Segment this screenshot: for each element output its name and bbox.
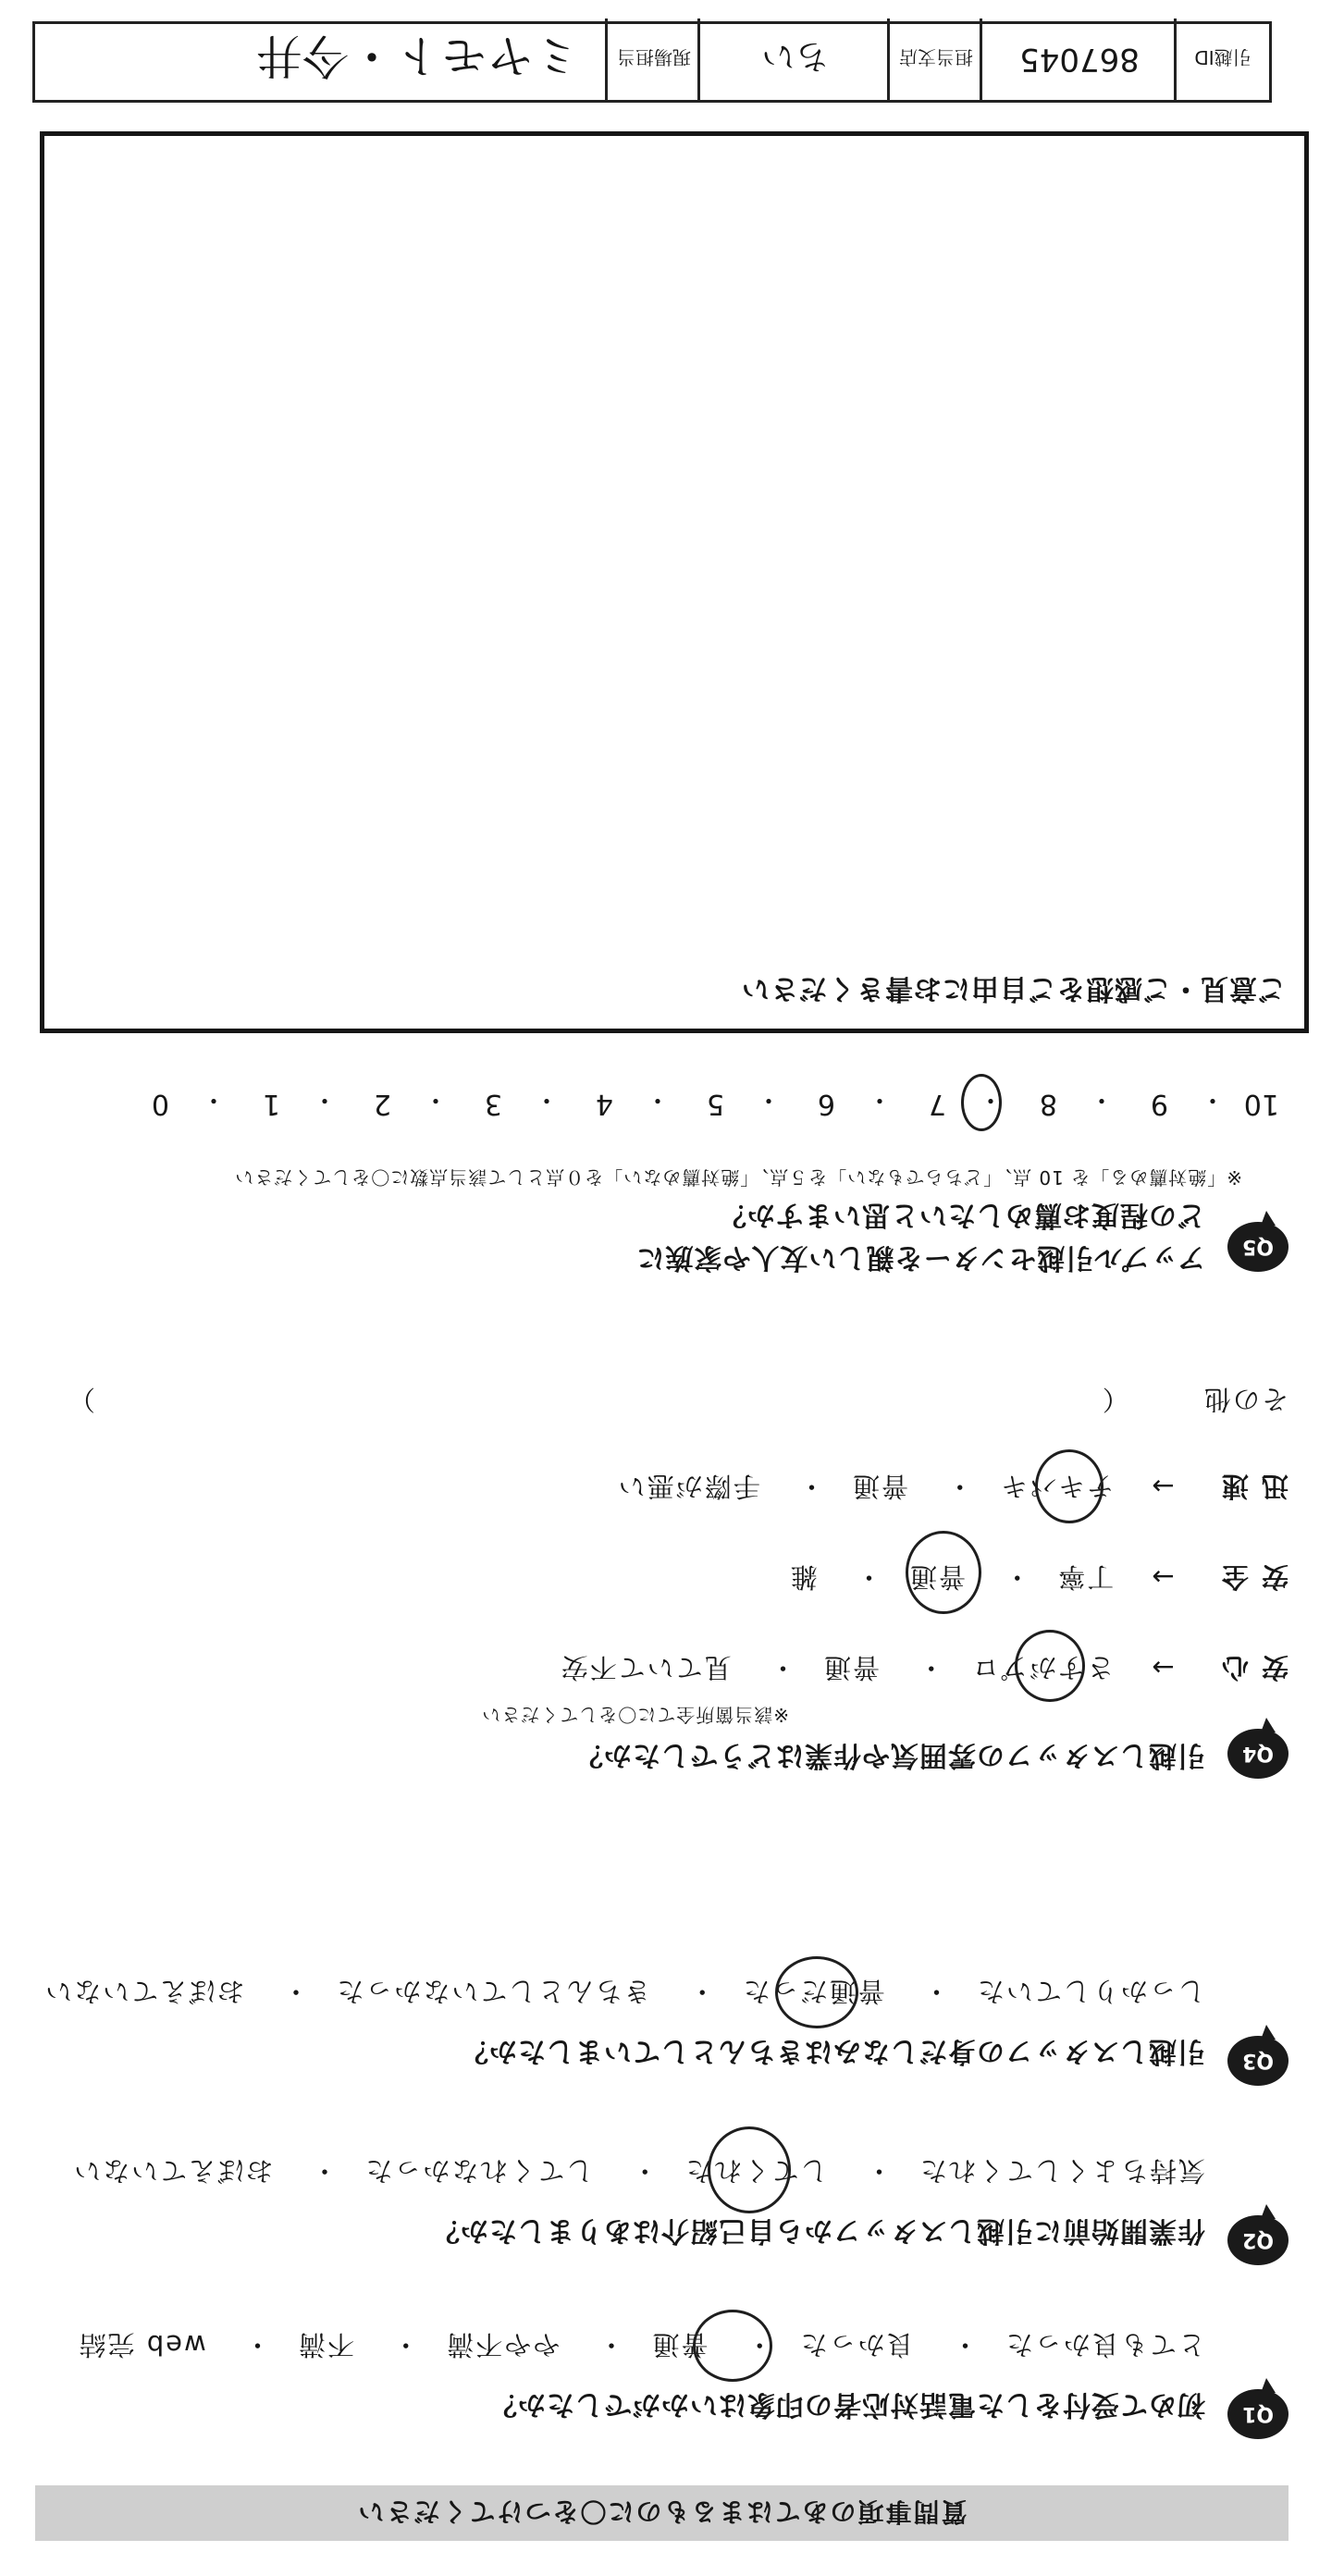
q5-scale-option[interactable]: 7 (928, 1088, 946, 1120)
q5-scale-option[interactable]: 1 (262, 1088, 280, 1120)
q4-question: 引越しスタッフの雰囲気や作業はどうでしたか？ (574, 1739, 1205, 1771)
q4-row-safety: 安全 → 丁寧・ 普通・ 雑 (763, 1559, 1289, 1597)
q4-option-pro[interactable]: さすがプロ (970, 1652, 1115, 1683)
q5-scale-separator: ・ (200, 1085, 227, 1115)
q4-other-paren-close[interactable]: ） (66, 1384, 95, 1415)
q1-selection-circle (693, 2310, 772, 2382)
instructions-text: 質問事項のあてはまるものに〇をつけてください (356, 2496, 968, 2527)
q5-scale-option[interactable]: 5 (706, 1088, 724, 1120)
q5-badge-icon: Q5 (1227, 1222, 1289, 1272)
staff-label: 現場担当 (605, 18, 700, 100)
q5-scale (58, 1078, 1279, 1124)
q1-options: とても良かった・ 良かった・ 普通・ やや不満・ 不満・ web 完結 (52, 2327, 1205, 2365)
q4-note: ※該当箇所全てに〇をしてください (481, 1704, 789, 1726)
q5-scale-option[interactable]: 10 (1243, 1088, 1279, 1120)
arrow-icon: → (1150, 1652, 1175, 1683)
q4-row-label: 安全 (1208, 1561, 1289, 1593)
comments-box[interactable] (40, 131, 1309, 1033)
q4-option-normal[interactable]: 普通 (907, 1561, 966, 1593)
q5-scale-separator: ・ (311, 1085, 338, 1115)
q4-other-row (58, 1382, 1289, 1420)
instructions-banner (35, 2485, 1289, 2541)
q2-options: 気持ちよくしてくれた・ してくれた・ してくれなかった・ おぼえていない (46, 2153, 1205, 2191)
q5-note: ※「絶対薦める」を 10 点、「どちらでもない」を５点、「絶対薦めない」を０点として該当点数に〇をしてください (234, 1166, 1242, 1189)
q4-option-clumsy[interactable]: 手際が悪い (616, 1471, 760, 1502)
q4-option-uneasy[interactable]: 見ていて不安 (559, 1652, 732, 1683)
q5-scale-separator: ・ (1088, 1085, 1115, 1115)
q2-option-did[interactable]: してくれた (684, 2155, 828, 2187)
q3-selection-circle (775, 1956, 858, 2028)
q3-option-dont-remember[interactable]: おぼえていない (43, 1976, 245, 2007)
q4-badge-icon: Q4 (1227, 1729, 1289, 1779)
q1-option-normal[interactable]: 普通 (650, 2329, 709, 2360)
comments-label: ご意見・ご感想をご自由にお書きください (741, 972, 1286, 1005)
q1-option-somewhat-dissatisfied[interactable]: やや不満 (445, 2329, 561, 2360)
q4-row-speed: 迅速 → テキパキ・ 普通・ 手際が悪い (591, 1469, 1289, 1507)
q4-row-label: 迅速 (1208, 1471, 1289, 1502)
q1-option-very-good[interactable]: とても良かった (1004, 2329, 1205, 2360)
q3-option-untidy[interactable]: きちんとしていなかった (335, 1976, 651, 2007)
arrow-icon: → (1150, 1471, 1175, 1502)
q5-question-line2: どの程度お薦めしたいと思いますか？ (718, 1199, 1205, 1231)
id-value[interactable]: 867045 (980, 18, 1177, 100)
q3-question: 引越しスタッフの身だしなみはきちんとしていましたか？ (460, 2035, 1205, 2067)
branch-label: 担当支店 (887, 18, 982, 100)
q5-scale-separator: ・ (1199, 1085, 1226, 1115)
q5-question-line1: アップル引越センターを親しい友人や家族に (635, 1241, 1205, 1274)
q5-scale-option[interactable]: 0 (151, 1088, 169, 1120)
q1-badge-icon: Q1 (1227, 2389, 1289, 2439)
q3-option-neat[interactable]: しっかりしていた (975, 1976, 1205, 2007)
q4-reassurance-circle (1015, 1630, 1085, 1702)
q5-scale-option[interactable]: 8 (1039, 1088, 1057, 1120)
q4-option-normal[interactable]: 普通 (850, 1471, 908, 1502)
q4-speed-circle (1035, 1449, 1104, 1523)
q5-scale-option[interactable]: 3 (484, 1088, 502, 1120)
header-info-table (32, 21, 1272, 103)
q5-scale-option[interactable]: 2 (373, 1088, 391, 1120)
q4-other-paren-open: （ (1100, 1384, 1129, 1415)
q4-option-careful[interactable]: 丁寧 (1056, 1561, 1115, 1593)
q5-scale-separator: ・ (422, 1085, 449, 1115)
q4-option-rough[interactable]: 雑 (788, 1561, 818, 1593)
branch-value[interactable]: ちい (697, 18, 890, 100)
q5-scale-option[interactable]: 6 (817, 1088, 835, 1120)
q4-safety-circle (906, 1531, 981, 1614)
q4-option-brisk[interactable]: テキパキ (999, 1471, 1115, 1502)
q2-question: 作業開始前に引越しスタッフから自己紹介はありましたか？ (431, 2214, 1205, 2247)
staff-value[interactable]: ミヤモト・今井 (256, 29, 580, 82)
q2-option-pleasantly[interactable]: 気持ちよくしてくれた (918, 2155, 1205, 2187)
q3-option-normal[interactable]: 普通だった (741, 1976, 885, 2007)
q2-option-dont-remember[interactable]: おぼえていない (72, 2155, 274, 2187)
id-label: 引越ID (1174, 18, 1269, 100)
q5-scale-separator: ・ (644, 1085, 671, 1115)
q5-scale-separator: ・ (977, 1085, 1004, 1115)
q1-question: 初めて受付をした電話対応者の印象はいかがでしたか？ (488, 2388, 1205, 2421)
q5-scale-separator: ・ (533, 1085, 560, 1115)
q4-other-label: その他 (1202, 1384, 1289, 1415)
q5-scale-separator: ・ (866, 1085, 893, 1115)
q1-option-dissatisfied[interactable]: 不満 (296, 2329, 354, 2360)
q2-option-did-not[interactable]: してくれなかった (364, 2155, 594, 2187)
arrow-icon: → (1150, 1561, 1175, 1593)
q5-scale-option[interactable]: 9 (1150, 1088, 1168, 1120)
comments-text[interactable] (63, 154, 1286, 955)
q4-row-reassurance: 安心 → さすがプロ・ 普通・ 見ていて不安 (534, 1650, 1289, 1688)
q1-option-good[interactable]: 良かった (798, 2329, 914, 2360)
q3-badge-icon: Q3 (1227, 2036, 1289, 2086)
q1-option-web[interactable]: web 完結 (77, 2329, 206, 2360)
q2-badge-icon: Q2 (1227, 2215, 1289, 2265)
q4-row-label: 安心 (1208, 1652, 1289, 1683)
q3-options: しっかりしていた・ 普通だった・ きちんとしていなかった・ おぼえていない (18, 1974, 1205, 2012)
q5-selection-circle (961, 1074, 1002, 1131)
q5-scale-option[interactable]: 4 (595, 1088, 613, 1120)
q5-scale-separator: ・ (755, 1085, 782, 1115)
q2-selection-circle (708, 2126, 791, 2213)
q4-option-normal[interactable]: 普通 (821, 1652, 880, 1683)
